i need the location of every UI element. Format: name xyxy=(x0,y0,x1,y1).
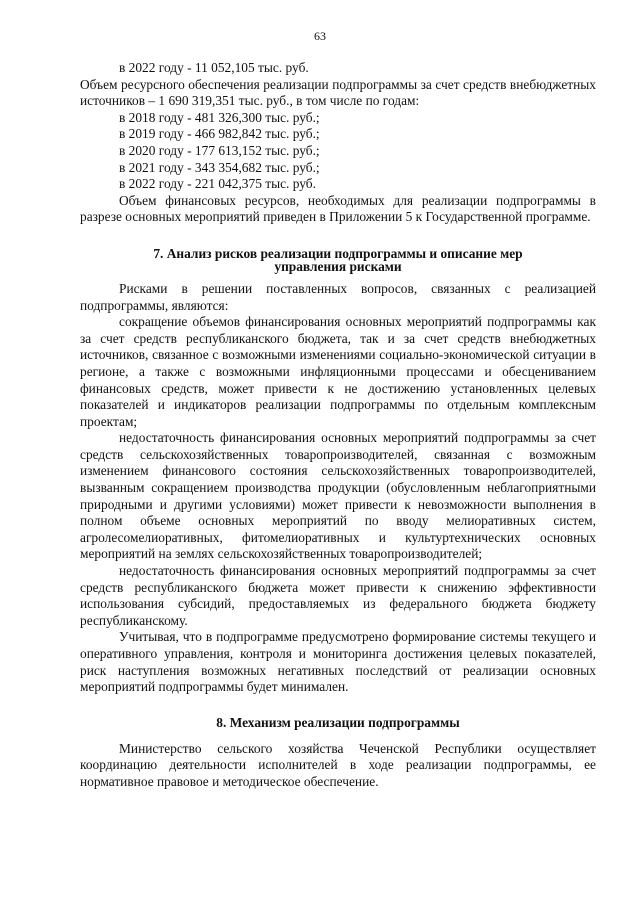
page-content xyxy=(80,60,596,791)
section-7-paragraph: Учитывая, что в подпрограмме предусмотрено формирование системы текущего и оперативного управления, контроля и мониторинга достижения целевых показателей, риск наступления возможных негативных последствий от реализации основных мероприятий подпрограммы будет минимален. xyxy=(80,629,596,695)
section-7-title-line-1: 7. Анализ рисков реализации подпрограммы и описание мер xyxy=(153,245,523,261)
section-8-paragraph: Министерство сельского хозяйства Чеченской Республики осуществляет координацию деятельности исполнителей в ходе реализации подпрограммы, ее нормативное правовое и методическое обеспечение. xyxy=(80,740,596,789)
paragraph-extrabudgetary-total: Объем ресурсного обеспечения реализации подпрограммы за счет средств внебюджетных источников – 1 690 319,351 тыс. руб., в том числе по годам: xyxy=(80,76,596,109)
section-8-heading xyxy=(80,716,596,729)
section-7-heading xyxy=(80,247,596,273)
section-7-paragraph: сокращение объемов финансирования основных мероприятий подпрограммы как за счет средств республиканского бюджета, так и за счет средств внебюджетных источников, связанное с возможными изменениями социально-экономической ситуации в регионе, а также с возможными инфляционными процессами и обесцениванием финансовых средств, может привести к не достижению установленных целевых показателей и индикаторов реализации подпрограммы по отдельным комплексным проектам; xyxy=(80,314,596,429)
section-7-paragraph: недостаточность финансирования основных мероприятий подпрограммы за счет средств республиканского бюджета может привести к снижению эффективности использования субсидий, предоставляемых из федерального бюджета бюджету республиканскому. xyxy=(80,563,596,628)
section-7-paragraph: Рисками в решении поставленных вопросов, связанных с реализацией подпрограммы, являются: xyxy=(80,280,596,313)
section-7-title-line-2: управления рисками xyxy=(274,258,402,274)
paragraph-resources-appendix: Объем финансовых ресурсов, необходимых для реализации подпрограммы в разрезе основных мероприятий приведен в Приложении 5 к Государственной программе. xyxy=(80,192,596,225)
text-line-2022: в 2022 году - 221 042,375 тыс. руб. xyxy=(119,176,316,192)
text-line-2021: в 2021 году - 343 354,682 тыс. руб.; xyxy=(119,159,320,175)
page-number: 63 xyxy=(314,29,326,43)
section-7-paragraph: недостаточность финансирования основных мероприятий подпрограммы за счет средств сельскохозяйственных товаропроизводителей, связанная с возможным изменением финансового состояния сельскохозяйственных товаропроизводителей, вызванным сокращением производства продукции (обусловленным неблагоприятными природными и другими условиями) может привести к невозможности выполнения в полном объеме основных мероприятий по вводу мелиоративных систем, агролесомелиоративных, фитомелиоративных и культуртехнических основных мероприятий на землях сельскохозяйственных товаропроизводителей; xyxy=(80,430,596,562)
text-line-2022-total: в 2022 году - 11 052,105 тыс. руб. xyxy=(119,60,309,75)
text-line-2020: в 2020 году - 177 613,152 тыс. руб.; xyxy=(119,142,320,158)
text-line-2019: в 2019 году - 466 982,842 тыс. руб.; xyxy=(119,126,320,142)
text-line-2018: в 2018 году - 481 326,300 тыс. руб.; xyxy=(119,109,320,125)
section-8-title: 8. Механизм реализации подпрограммы xyxy=(216,714,460,730)
